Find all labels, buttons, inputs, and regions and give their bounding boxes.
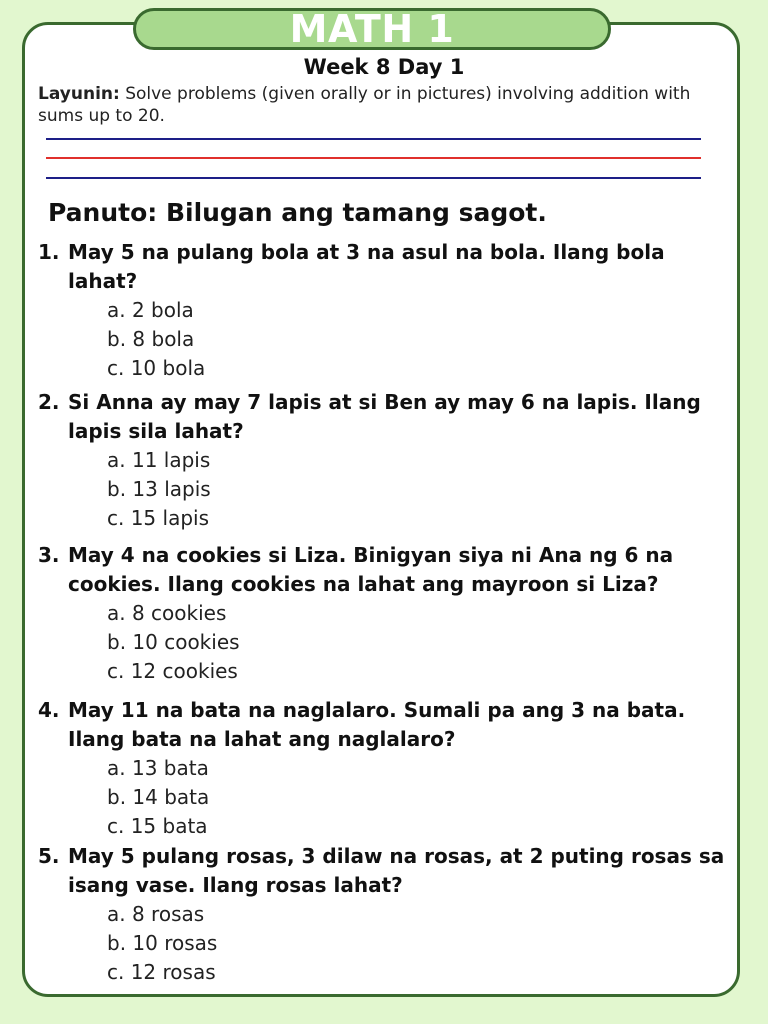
question-text xyxy=(38,842,738,900)
answer-option[interactable]: c. 15 bata xyxy=(107,814,208,839)
week-day-heading: Week 8 Day 1 xyxy=(303,55,465,79)
question-text xyxy=(38,696,738,754)
top-guide-line xyxy=(46,138,701,140)
answer-option[interactable]: a. 11 lapis xyxy=(107,448,211,472)
question-prompt: May 5 na pulang bola at 3 na asul na bola. Ilang bola lahat? xyxy=(68,240,665,293)
question-item xyxy=(38,238,738,384)
question-item xyxy=(38,541,738,687)
answer-option[interactable]: a. 8 rosas xyxy=(107,902,205,926)
question-item xyxy=(38,842,738,988)
question-number: 3. xyxy=(38,543,60,567)
answer-option[interactable]: b. 13 lapis xyxy=(107,477,211,502)
question-text xyxy=(38,388,738,446)
answer-option[interactable]: a. 2 bola xyxy=(107,298,194,322)
title-banner xyxy=(133,8,611,50)
question-prompt: May 4 na cookies si Liza. Binigyan siya ni Ana ng 6 na cookies. Ilang cookies na lahat ang mayroon si Liza? xyxy=(68,543,674,596)
question-text xyxy=(38,238,738,296)
question-item xyxy=(38,696,738,842)
question-number: 5. xyxy=(38,844,60,868)
answer-option[interactable]: c. 12 cookies xyxy=(107,659,238,684)
objective xyxy=(38,83,738,127)
question-prompt: Si Anna ay may 7 lapis at si Ben ay may 6 na lapis. Ilang lapis sila lahat? xyxy=(68,390,701,443)
answer-option[interactable]: b. 10 cookies xyxy=(107,630,240,655)
objective-text: Solve problems (given orally or in pictures) involving addition with sums up to 20. xyxy=(38,84,691,126)
answer-option[interactable]: a. 8 cookies xyxy=(107,601,227,625)
instructions: Panuto: Bilugan ang tamang sagot. xyxy=(48,198,547,227)
question-prompt: May 11 na bata na naglalaro. Sumali pa ang 3 na bata. Ilang bata na lahat ang naglalaro? xyxy=(68,698,686,751)
bottom-guide-line xyxy=(46,177,701,179)
answer-option[interactable]: c. 12 rosas xyxy=(107,960,216,985)
question-number: 1. xyxy=(38,240,60,264)
middle-guide-line xyxy=(46,157,701,159)
answer-option[interactable]: c. 15 lapis xyxy=(107,506,210,531)
question-number: 4. xyxy=(38,698,60,722)
answer-option[interactable]: b. 14 bata xyxy=(107,785,210,810)
question-number: 2. xyxy=(38,390,60,414)
objective-label: Layunin: xyxy=(38,84,120,104)
answer-option[interactable]: b. 10 rosas xyxy=(107,931,218,956)
question-item xyxy=(38,388,738,534)
answer-option[interactable]: a. 13 bata xyxy=(107,756,209,780)
answer-option[interactable]: c. 10 bola xyxy=(107,356,206,381)
question-prompt: May 5 pulang rosas, 3 dilaw na rosas, at 2 puting rosas sa isang vase. Ilang rosas lahat? xyxy=(68,844,725,897)
question-text xyxy=(38,541,738,599)
page-title: MATH 1 xyxy=(289,7,455,51)
answer-option[interactable]: b. 8 bola xyxy=(107,327,195,352)
